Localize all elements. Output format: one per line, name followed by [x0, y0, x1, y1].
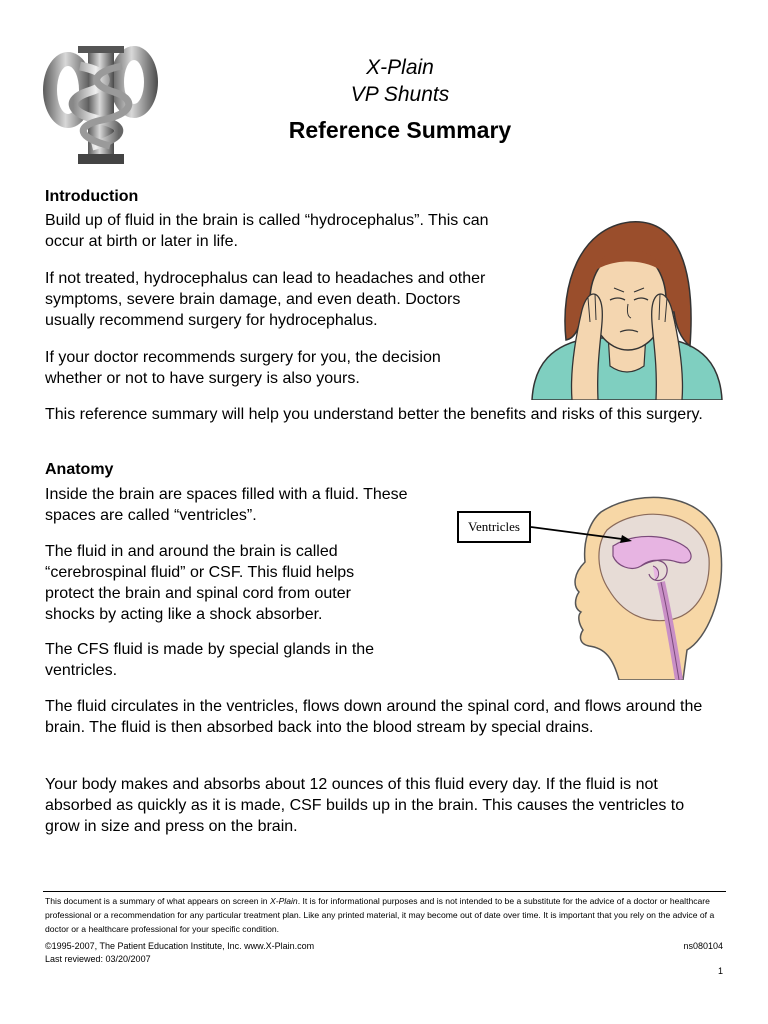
intro-paragraph-4: This reference summary will help you understand better the benefits and risks of this surgery.	[45, 406, 703, 423]
ventricles-pointer-arrow	[530, 522, 634, 548]
intro-paragraph-2: If not treated, hydrocephalus can lead to headaches and other symptoms, severe brain damage, and even death. Doctors usually recommend surgery for hydrocephalus.	[45, 270, 486, 329]
footer-divider	[43, 891, 726, 892]
woman-headache-illustration	[530, 214, 724, 400]
anatomy-heading: Anatomy	[45, 461, 114, 478]
page-title: Reference Summary	[288, 117, 512, 143]
intro-paragraph-1: Build up of fluid in the brain is called “hydrocephalus”. This can occur at birth or later in life.	[45, 212, 489, 250]
footer-copyright: ©1995-2007, The Patient Education Institute, Inc. www.X-Plain.com	[45, 941, 315, 951]
footer-doc-code: ns080104	[683, 941, 723, 951]
disclaimer-app-name: X-Plain	[269, 896, 298, 906]
anatomy-paragraph-5: Your body makes and absorbs about 12 ounces of this fluid every day. If the fluid is not absorbed as quickly as it is made, CSF builds up in the brain. This causes the ventricles to grow in size and press on the brain.	[45, 776, 685, 835]
anatomy-paragraph-2: The fluid in and around the brain is called “cerebrospinal fluid” or CSF. This fluid helps protect the brain and spinal cord from outer shocks by acting like a shock absorber.	[45, 543, 355, 623]
disclaimer-text-start: This document is a summary of what appears on screen in	[45, 896, 270, 906]
page-number: 1	[717, 966, 723, 976]
anatomy-paragraph-1: Inside the brain are spaces filled with a fluid. These spaces are called “ventricles”.	[45, 486, 408, 524]
topic-title: VP Shunts	[350, 83, 450, 106]
intro-paragraph-3: If your doctor recommends surgery for you, the decision whether or not to have surgery is also yours.	[45, 349, 441, 387]
disclaimer-text-end: . It is for informational purposes and is not intended to be a substitute for the advice of a doctor or healthcare professional or a recommendation for any particular treatment plan. Like any printed material, it may become out of date over time. It is important that you rely on the advice of a doctor or a healthcare professional for your specific condition.	[45, 896, 715, 934]
anatomy-paragraph-3: The CFS fluid is made by special glands in the ventricles.	[45, 641, 375, 679]
introduction-heading: Introduction	[45, 188, 139, 205]
app-name: X-Plain	[366, 56, 434, 79]
ventricles-label: Ventricles	[468, 519, 520, 534]
footer-last-reviewed: Last reviewed: 03/20/2007	[45, 954, 151, 964]
anatomy-paragraph-4: The fluid circulates in the ventricles, flows down around the spinal cord, and flows around the brain. The fluid is then absorbed back into the blood stream by special drains.	[45, 698, 703, 736]
footer-disclaimer	[45, 894, 735, 936]
